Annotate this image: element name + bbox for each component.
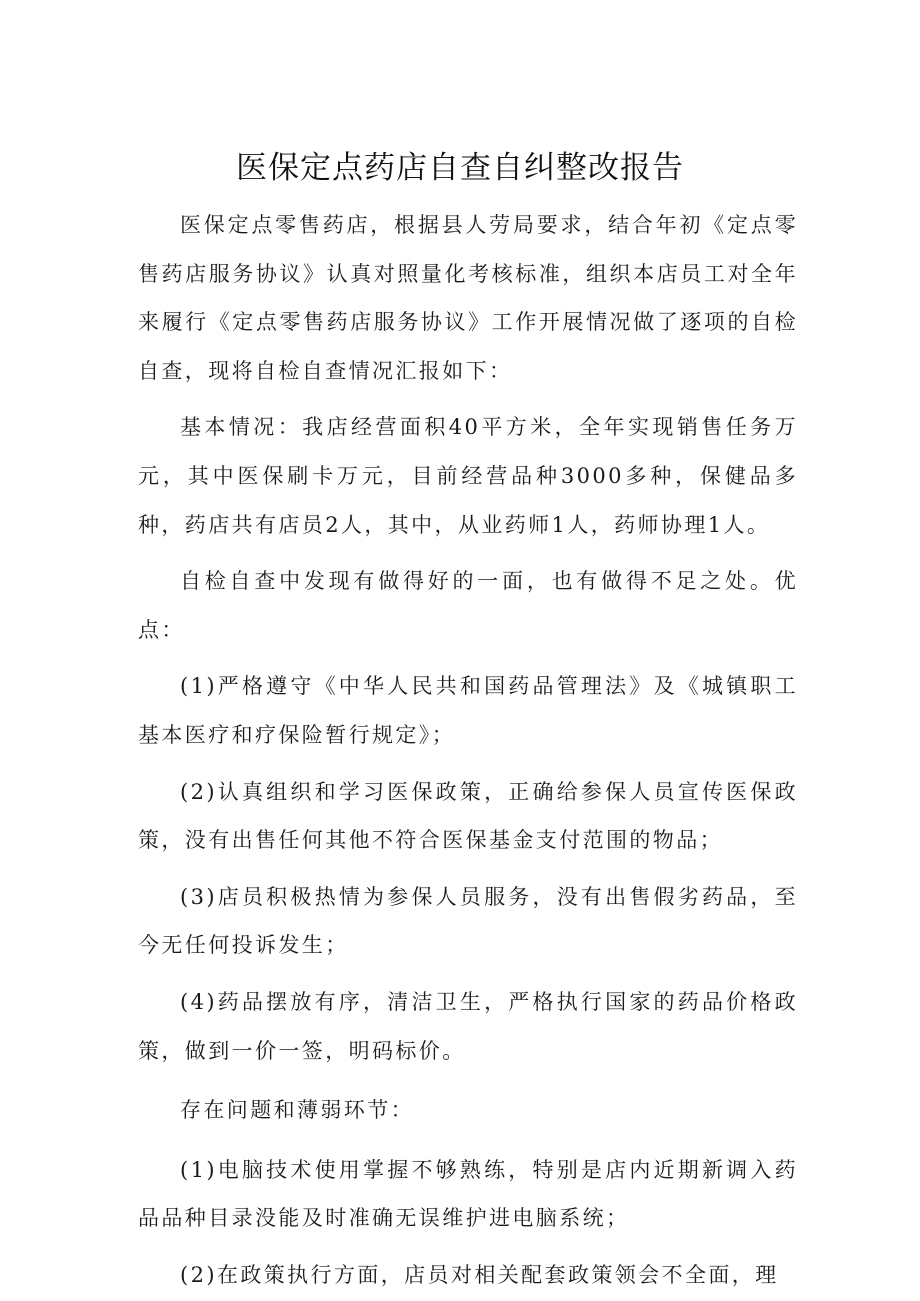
paragraph-intro: 医保定点零售药店，根据县人劳局要求，结合年初《定点零售药店服务协议》认真对照量化考核标准，组织本店员工对全年来履行《定点零售药店服务协议》工作开展情况做了逐项的自检自查，现将自检自查情况汇报如下： [138, 213, 798, 383]
document-title: 医保定点药店自查自纠整改报告 [236, 150, 684, 186]
paragraph-strength-3: (3)店员积极热情为参保人员服务，没有出售假劣药品，至今无任何投诉发生； [138, 884, 798, 958]
document-body [138, 201, 798, 1299]
paragraph-strength-2: (2)认真组织和学习医保政策，正确给参保人员宣传医保政策，没有出售任何其他不符合医保基金支付范围的物品； [138, 779, 798, 853]
paragraph-strengths-intro: 自检自查中发现有做得好的一面，也有做得不足之处。优点： [138, 569, 798, 642]
paragraph-problems-intro: 存在问题和薄弱环节： [180, 1098, 414, 1123]
paragraph-basic-info: 基本情况：我店经营面积40平方米，全年实现销售任务万元，其中医保刷卡万元，目前经营品种3000多种，保健品多种，药店共有店员2人，其中，从业药师1人，药师协理1人。 [138, 415, 798, 537]
paragraph-problem-1: (1)电脑技术使用掌握不够熟练，特别是店内近期新调入药品品种目录没能及时准确无误维护进电脑系统； [138, 1157, 798, 1231]
paragraph-strength-1: (1)严格遵守《中华人民共和国药品管理法》及《城镇职工基本医疗和疗保险暂行规定》； [138, 674, 798, 747]
paragraph-strength-4: (4)药品摆放有序，清洁卫生，严格执行国家的药品价格政策，做到一价一签，明码标价。 [138, 989, 798, 1063]
paragraph-problem-2: (2)在政策执行方面，店员对相关配套政策领会不全面，理 [180, 1262, 779, 1287]
